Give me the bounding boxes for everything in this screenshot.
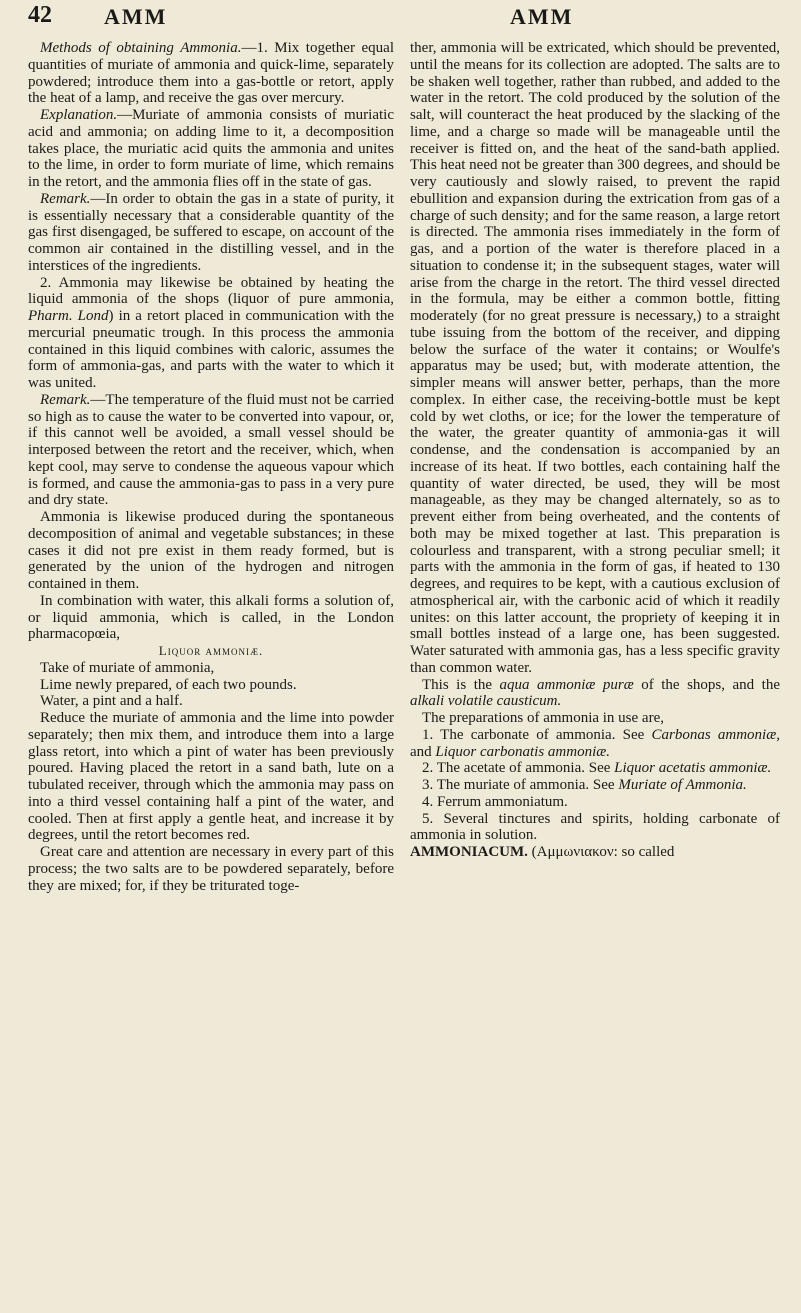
right-column: [410, 40, 780, 861]
entry-ammoniacum: [410, 844, 780, 861]
list-item-2: [410, 760, 780, 777]
reference-citation: Pharm. Lond: [28, 308, 109, 324]
cross-reference: Liquor acetatis ammoniæ.: [614, 760, 772, 777]
list-text: and: [410, 743, 436, 760]
entry-etymology: (Αμμωνιακον: so called: [531, 844, 675, 860]
paragraph-continuation: ther, ammonia will be extricated, which should be prevented, until the means for its collection are adopted. The salts are to be shaken well together, rather than rubbed, and added to the water in the retort. The cold produced by the solution of the salt, will counteract the heat produced by the slacking of the lime, and a charge so made will be manageable until the receiver is fitted on, and the heat of the sand-bath applied. This heat need not be greater than 300 degrees, and should be very cautiously and slowly raised, to prevent the rapid ebullition and expansion during the extrication from gas of a charge of such density; and for the same reason, a large retort is directed. The ammonia rises immediately in the form of gas, and a portion of the water is therefore placed in a situation to condense it; in the subsequent stages, water will arise from the charge in the retort. The third vessel directed in the formula, may be either a common bottle, fitting moderately (for no great pressure is necessary,) to a straight tube issuing from the bottom of the receiver, and dipping below the surface of the water it contains; or Woulfe's apparatus may be used; but, with moderate attention, the simpler means will answer better, perhaps, than the more complex. In either case, the receiving-bottle must be kept cold by wet cloths, or ice; for the lower the temperature of the water, the greater quantity of ammonia-gas it will condense, and the condensation is accompanied by an increase of its heat. If two bottles, each containing half the quantity of water directed, be used, they will be most manageable, as they may be changed alternately, so as to prevent either from being overheated, and the contents of both may be mixed together at last. This preparation is colourless and transparent, with a strong peculiar smell; it parts with the ammonia in the form of gas, if heated to 130 degrees, and requires to be kept, with a cautious exclusion of atmospherical air, with the carbonic acid of which it readily unites: on this latter account, the propriety of keeping it in small bottles instead of a large one, has been suggested. Water saturated with ammonia gas, has a less specific gravity than common water.: [410, 40, 780, 676]
cross-reference: Carbonas ammoniæ,: [651, 726, 780, 743]
list-text: 3. The muriate of ammonia. See: [422, 777, 619, 793]
latin-term: alkali volatile causticum.: [410, 693, 562, 710]
entry-headword: AMMONIACUM.: [410, 844, 528, 860]
cross-reference: Muriate of Ammonia.: [618, 777, 747, 793]
paragraph-care: Great care and attention are necessary in every part of this process; the two salts are to be powdered separately, before they are mixed; for, if they be triturated toge-: [28, 844, 394, 894]
section-heading: Explanation.: [40, 107, 118, 123]
paragraph-text: This is the: [422, 676, 500, 693]
paragraph-text: ) in a retort placed in communication with the mercurial pneumatic trough. In this process the ammonia contained in this liquid combines with caloric, assumes the form of ammonia-gas, and parts with the water to which it was united.: [28, 308, 394, 391]
left-column: [28, 40, 394, 894]
page-header: [0, 2, 801, 42]
paragraph-procedure: Reduce the muriate of ammonia and the lime into powder separately; then mix them, and introduce them into a large glass retort, into which a pint of water has been previously poured. Having placed the retort in a sand bath, lute on a tubulated receiver, through which the ammonia may pass on into a third vessel containing half a pint of the water, and cooled. Then at first apply a gentle heat, and increase it by degrees, until the retort becomes red.: [28, 710, 394, 844]
list-item-3: [410, 777, 780, 794]
running-head-left: AMM: [104, 4, 168, 29]
list-item-1: [410, 727, 780, 761]
running-head-right: AMM: [510, 4, 574, 29]
cross-reference: Liquor carbonatis ammoniæ.: [435, 743, 611, 760]
recipe-title: Liquor ammoniæ.: [158, 643, 264, 658]
paragraph-remark-1: [28, 191, 394, 275]
paragraph-text: of the shops, and the: [633, 676, 781, 693]
paragraph-combination: In combination with water, this alkali forms a solution of, or liquid ammonia, which is called, in the London pharmacopœia,: [28, 592, 394, 643]
paragraph-text: —In order to obtain the gas in a state of purity, it is essentially necessary that a considerable quantity of the gas first disengaged, be suffered to escape, on account of the common air contained in the distilling vessel, and in the interstices of the ingredients.: [28, 190, 394, 274]
section-heading: Methods of obtaining Ammonia.: [40, 40, 242, 56]
list-item-4: 4. Ferrum ammoniatum.: [422, 793, 568, 810]
paragraph-text: —Muriate of ammonia consists of muriatic acid and ammonia; on adding lime to it, a decomposition takes place, the muriatic acid quits the ammonia and unites to the lime, in order to form muriate of lime, which remains in the retort, and the ammonia flies off in the state of gas.: [28, 107, 394, 190]
paragraph-text: —The temperature of the fluid must not be carried so high as to cause the water to be converted into vapour, or, if this cannot well be avoided, a small vessel should be interposed between the retort and the receiver, which, when kept cool, may serve to condense the aqueous vapour which is formed, and cause the ammonia-gas to pass in a very pure and dry state.: [28, 391, 394, 509]
section-heading: Remark.: [40, 190, 91, 207]
paragraph-aqua: [410, 677, 780, 711]
paragraph-text: —1. Mix together equal quantities of muriate of ammonia and quick-lime, separately powdered; introduce them into a gas-bottle or retort, apply the heat of a lamp, and receive the gas over mercury.: [28, 40, 394, 107]
paragraph-explanation: [28, 107, 394, 191]
recipe-line-2: Lime newly prepared, of each two pounds.: [40, 676, 297, 693]
paragraph-methods: [28, 40, 394, 107]
paragraph-method-2: [28, 275, 394, 392]
latin-term: aqua ammoniæ puræ: [499, 676, 634, 693]
section-heading: Remark.: [40, 391, 91, 408]
paragraph-spontaneous: Ammonia is likewise produced during the spontaneous decomposition of animal and vegetable substances; in these cases it did not pre exist in them ready formed, but is generated by the union of the hydrogen and nitrogen contained in them.: [28, 509, 394, 592]
paragraph-text: 2. Ammonia may likewise be obtained by heating the liquid ammonia of the shops (liquor of pure ammonia,: [28, 274, 394, 308]
page-number: 42: [28, 2, 52, 28]
list-item-5: 5. Several tinctures and spirits, holding carbonate of ammonia in solution.: [410, 810, 780, 844]
paragraph-preparations: The preparations of ammonia in use are,: [422, 710, 664, 726]
paragraph-remark-2: [28, 392, 394, 509]
list-text: 2. The acetate of ammonia. See: [422, 760, 615, 777]
recipe-line-3: Water, a pint and a half.: [40, 693, 183, 710]
list-text: 1. The carbonate of ammonia. See: [422, 726, 652, 743]
recipe-line-1: Take of muriate of ammonia,: [40, 659, 215, 676]
